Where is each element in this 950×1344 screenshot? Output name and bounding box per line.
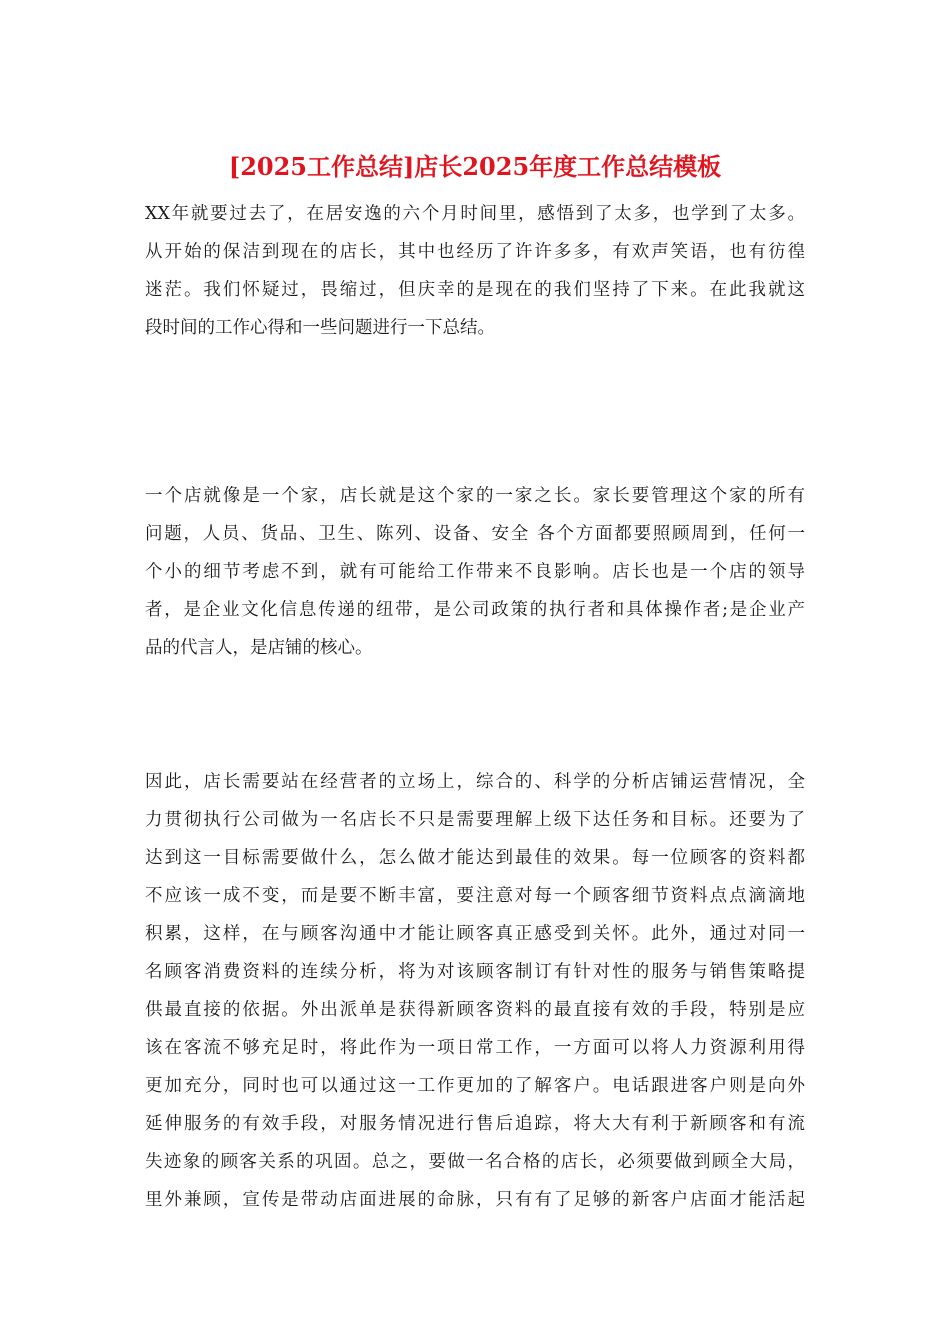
text-line: 因此，店长需要站在经营者的立场上，综合的、科学的分析店铺运营情况，全 bbox=[145, 772, 805, 792]
text-line: 延伸服务的有效手段，对服务情况进行售后追踪，将大大有利于新顾客和有流 bbox=[145, 1114, 805, 1134]
text-line: 从开始的保洁到现在的店长，其中也经历了许许多多，有欢声笑语，也有彷徨 bbox=[145, 242, 805, 262]
text-line: 供最直接的依据。外出派单是获得新顾客资料的最直接有效的手段，特别是应 bbox=[145, 1000, 805, 1020]
paragraph-intro bbox=[145, 195, 805, 347]
text-line: 一个店就像是一个家，店长就是这个家的一家之长。家长要管理这个家的所有 bbox=[145, 486, 805, 506]
paragraph-manager-duties bbox=[145, 763, 805, 1219]
text-line: 不应该一成不变，而是要不断丰富，要注意对每一个顾客细节资料点点滴滴地 bbox=[145, 886, 805, 906]
text-line: 力贯彻执行公司做为一名店长不只是需要理解上级下达任务和目标。还要为了 bbox=[145, 810, 805, 830]
text-line: 问题，人员、货品、卫生、陈列、设备、安全 各个方面都要照顾周到，任何一 bbox=[145, 524, 805, 544]
text-line: 达到这一目标需要做什么，怎么做才能达到最佳的效果。每一位顾客的资料都 bbox=[145, 848, 805, 868]
text-line: 名顾客消费资料的连续分析，将为对该顾客制订有针对性的服务与销售策略提 bbox=[145, 962, 805, 982]
document-title: [2025工作总结]店长2025年度工作总结模板 bbox=[228, 152, 722, 181]
text-line: 品的代言人，是店铺的核心。 bbox=[145, 638, 373, 658]
text-line: 段时间的工作心得和一些问题进行一下总结。 bbox=[145, 318, 495, 338]
text-line: 迷茫。我们怀疑过，畏缩过，但庆幸的是现在的我们坚持了下来。在此我就这 bbox=[145, 280, 805, 300]
text-line: 失迹象的顾客关系的巩固。总之，要做一名合格的店长，必须要做到顾全大局， bbox=[145, 1152, 805, 1172]
text-line: XX年就要过去了，在居安逸的六个月时间里，感悟到了太多，也学到了太多。 bbox=[145, 204, 805, 224]
text-line: 者，是企业文化信息传递的纽带，是公司政策的执行者和具体操作者;是企业产 bbox=[145, 600, 805, 620]
text-line: 积累，这样，在与顾客沟通中才能让顾客真正感受到关怀。此外，通过对同一 bbox=[145, 924, 805, 944]
text-line: 里外兼顾，宣传是带动店面进展的命脉，只有有了足够的新客户店面才能活起 bbox=[145, 1190, 805, 1210]
paragraph-store-as-family bbox=[145, 477, 805, 667]
text-line: 该在客流不够充足时，将此作为一项日常工作，一方面可以将人力资源利用得 bbox=[145, 1038, 805, 1058]
text-line: 更加充分，同时也可以通过这一工作更加的了解客户。电话跟进客户则是向外 bbox=[145, 1076, 805, 1096]
text-line: 个小的细节考虑不到，就有可能给工作带来不良影响。店长也是一个店的领导 bbox=[145, 562, 805, 582]
